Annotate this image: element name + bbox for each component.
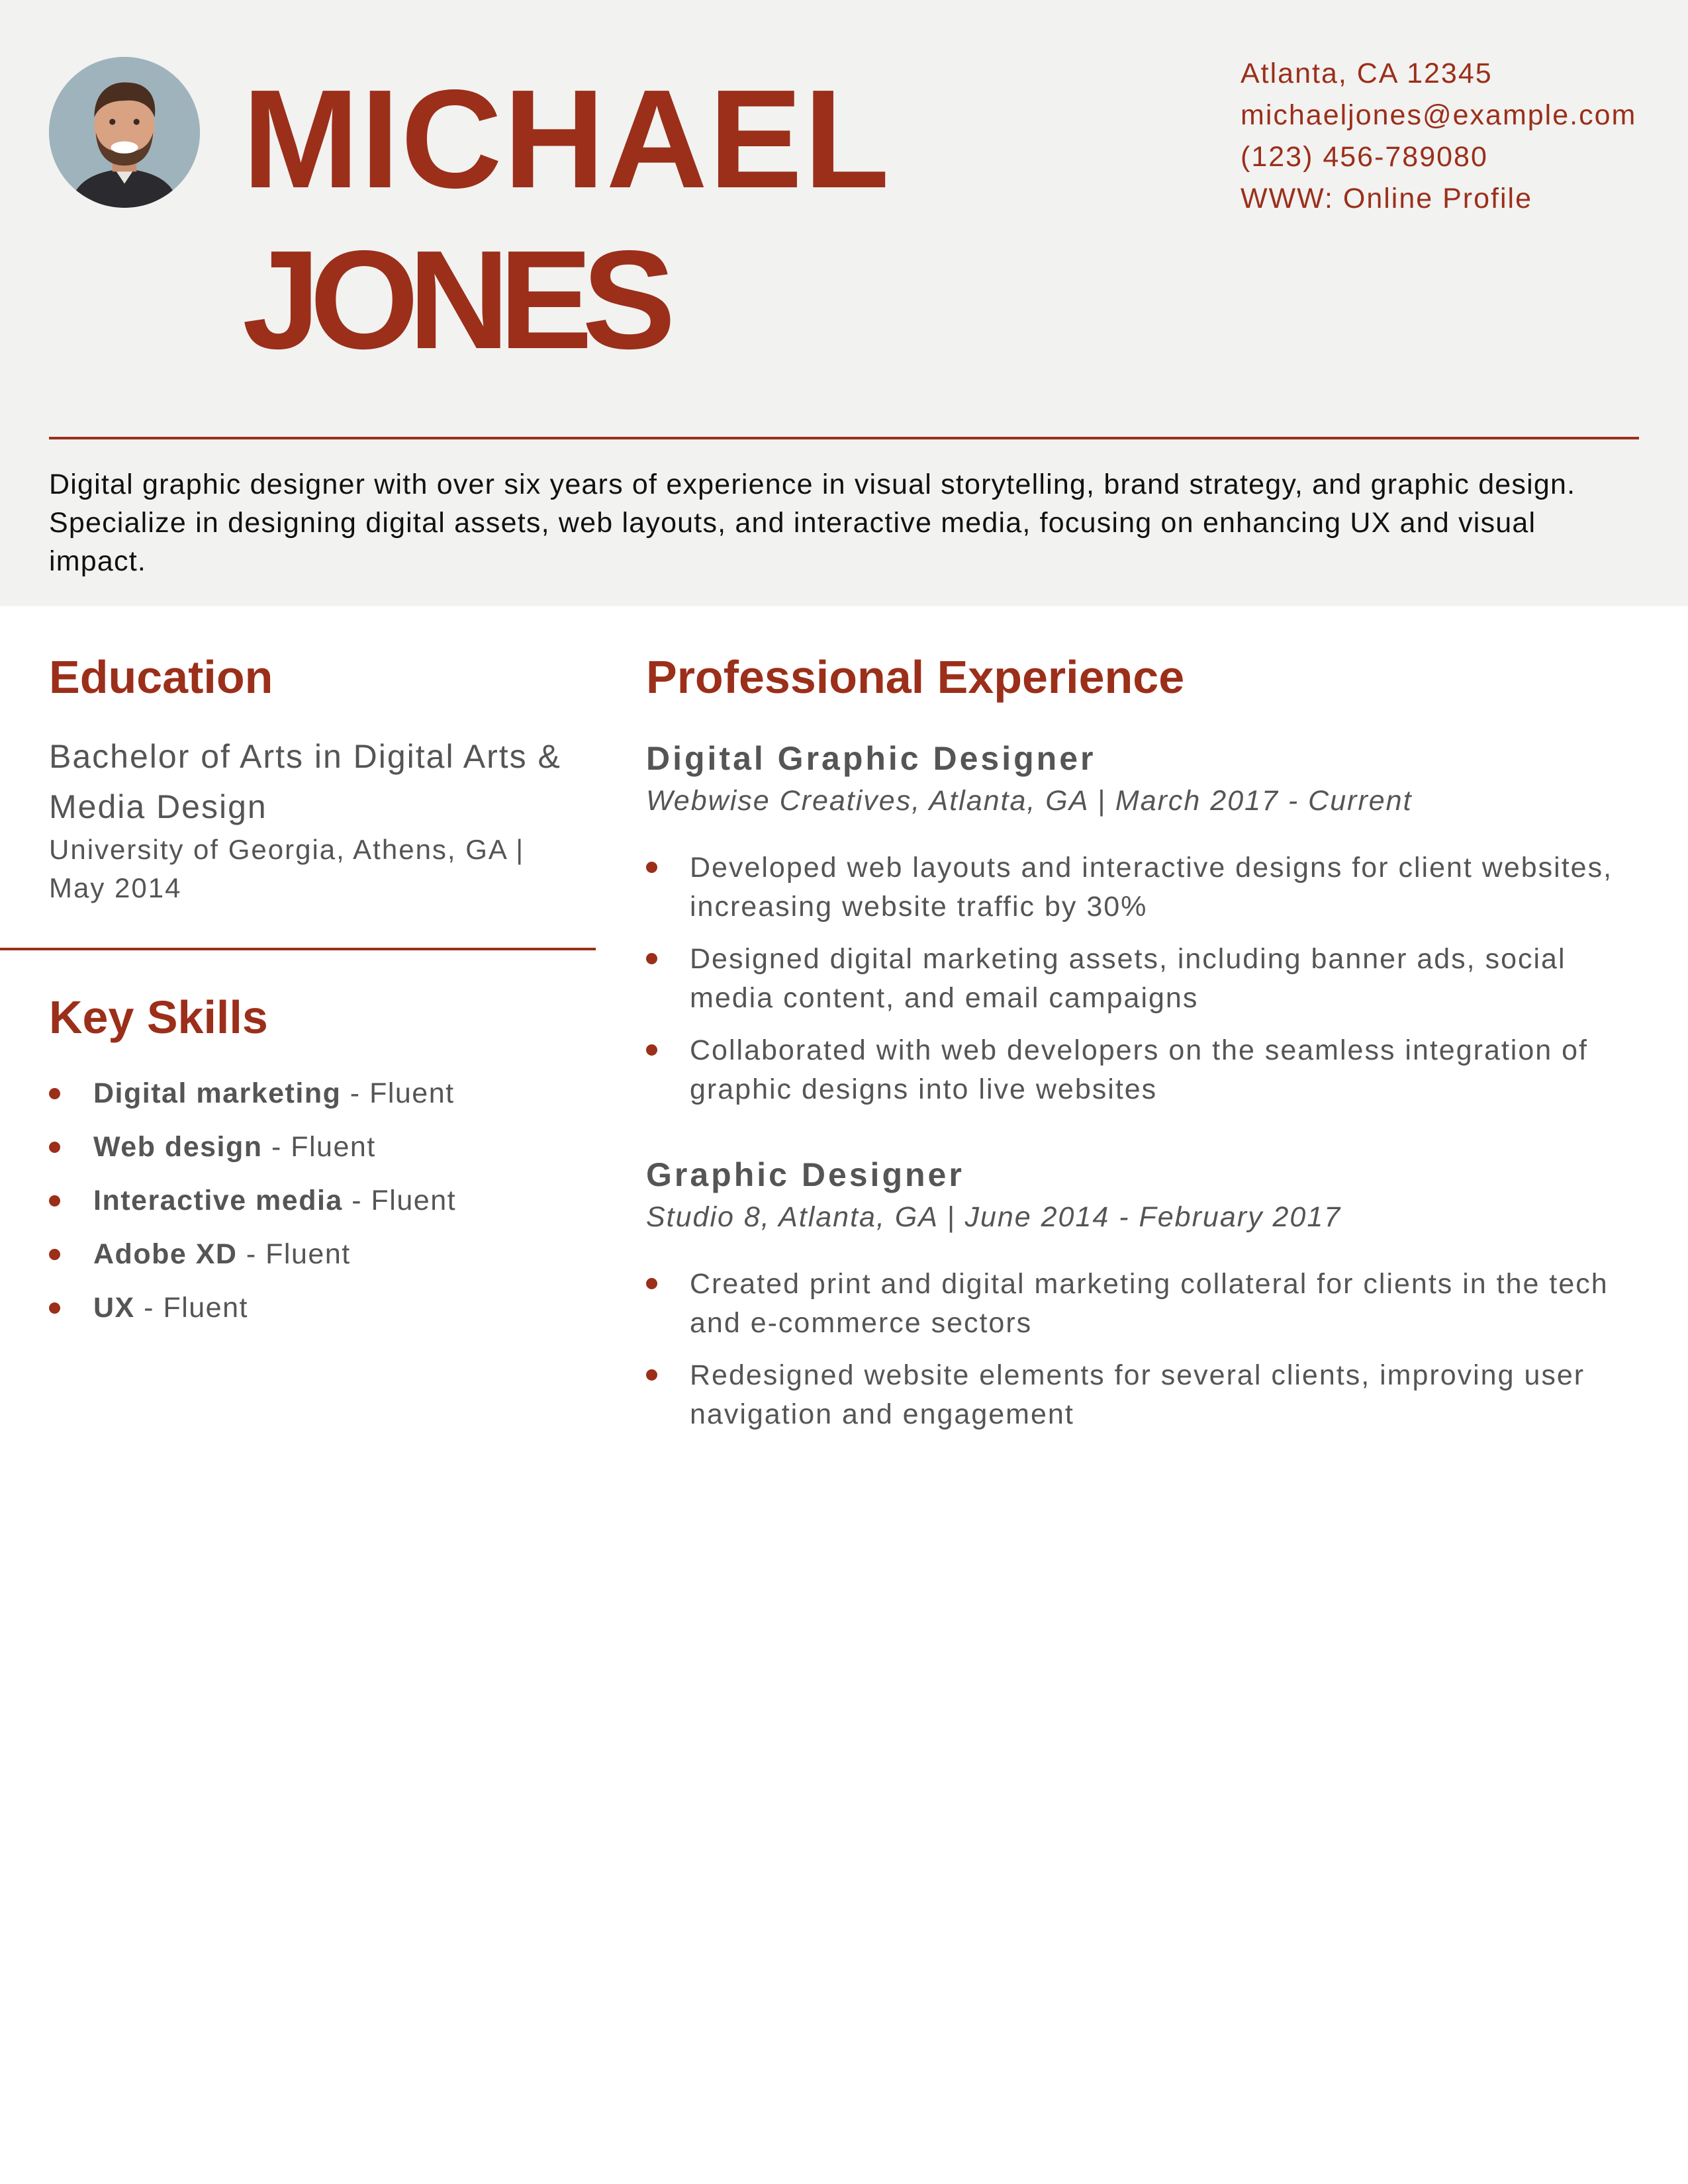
bullet-dot-icon [49,1195,60,1206]
bullet-dot-icon [49,1142,60,1153]
skill-item [49,1233,618,1287]
bullet-dot-icon [646,953,657,964]
skill-level: - Fluent [341,1077,455,1109]
name-first: MICHAEL [242,60,891,217]
summary-text: Digital graphic designer with over six years of experience in visual storytelling, brand strategy, and graphic design. Specialize in designing digital assets, web layouts, and interactive media, focusing on enhancing UX and visual impact. [49,469,1576,577]
job-title: Graphic Designer [646,1156,964,1193]
job-bullet [646,848,1639,927]
skill-item [49,1179,618,1233]
contact-website[interactable]: WWW: Online Profile [1241,183,1532,214]
name-last: JONES [242,221,665,378]
bullet-dot-icon [646,862,657,873]
contact-email[interactable]: michaeljones@example.com [1241,99,1637,131]
bullet-dot-icon [646,1369,657,1381]
contact-phone[interactable]: (123) 456-789080 [1241,141,1488,173]
contact-block [1241,53,1638,220]
job-bullet [646,1031,1639,1109]
bullet-dot-icon [49,1088,60,1099]
job-bullet-text: Redesigned website elements for several clients, improving user navigation and engagement [690,1359,1585,1430]
skill-level: - Fluent [134,1292,248,1324]
bullet-dot-icon [646,1044,657,1056]
profile-photo-image [49,57,200,208]
education-degree: Bachelor of Arts in Digital Arts & Media Design [49,738,561,825]
bullet-dot-icon [646,1278,657,1289]
header-divider [49,437,1639,439]
skill-name: Digital marketing [93,1077,342,1109]
job-bullet-list [646,848,1639,1122]
job-bullet-text: Developed web layouts and interactive designs for client websites, increasing website traffic by 30% [690,852,1613,923]
education-school: University of Georgia, Athens, GA | May 2014 [49,834,525,903]
profile-photo [49,57,200,208]
education-heading: Education [49,651,273,703]
skill-name: Web design [93,1131,263,1163]
skills-list [49,1072,618,1340]
job-bullet [646,940,1639,1018]
skills-heading: Key Skills [49,991,268,1043]
job-bullet-list [646,1265,1639,1447]
job-bullet [646,1265,1639,1343]
education-divider [0,948,596,950]
job-bullet [646,1356,1639,1434]
skill-level: - Fluent [262,1131,376,1163]
job-bullet-text: Designed digital marketing assets, including banner ads, social media content, and email campaigns [690,943,1566,1014]
skill-level: - Fluent [342,1185,457,1216]
experience-heading: Professional Experience [646,651,1185,703]
job-meta: Studio 8, Atlanta, GA | June 2014 - February 2017 [646,1201,1342,1233]
skill-item [49,1072,618,1126]
job-bullet-text: Collaborated with web developers on the seamless integration of graphic designs into live websites [690,1034,1589,1105]
bullet-dot-icon [49,1302,60,1314]
bullet-dot-icon [49,1249,60,1260]
skill-item [49,1287,618,1340]
skill-name: Adobe XD [93,1238,238,1270]
skill-name: Interactive media [93,1185,343,1216]
skill-item [49,1126,618,1179]
skill-name: UX [93,1292,135,1324]
job-bullet-text: Created print and digital marketing collateral for clients in the tech and e-commerce sectors [690,1268,1609,1339]
contact-address: Atlanta, CA 12345 [1241,58,1493,89]
job-title: Digital Graphic Designer [646,740,1096,777]
skill-level: - Fluent [237,1238,351,1270]
job-meta: Webwise Creatives, Atlanta, GA | March 2017 - Current [646,785,1413,817]
